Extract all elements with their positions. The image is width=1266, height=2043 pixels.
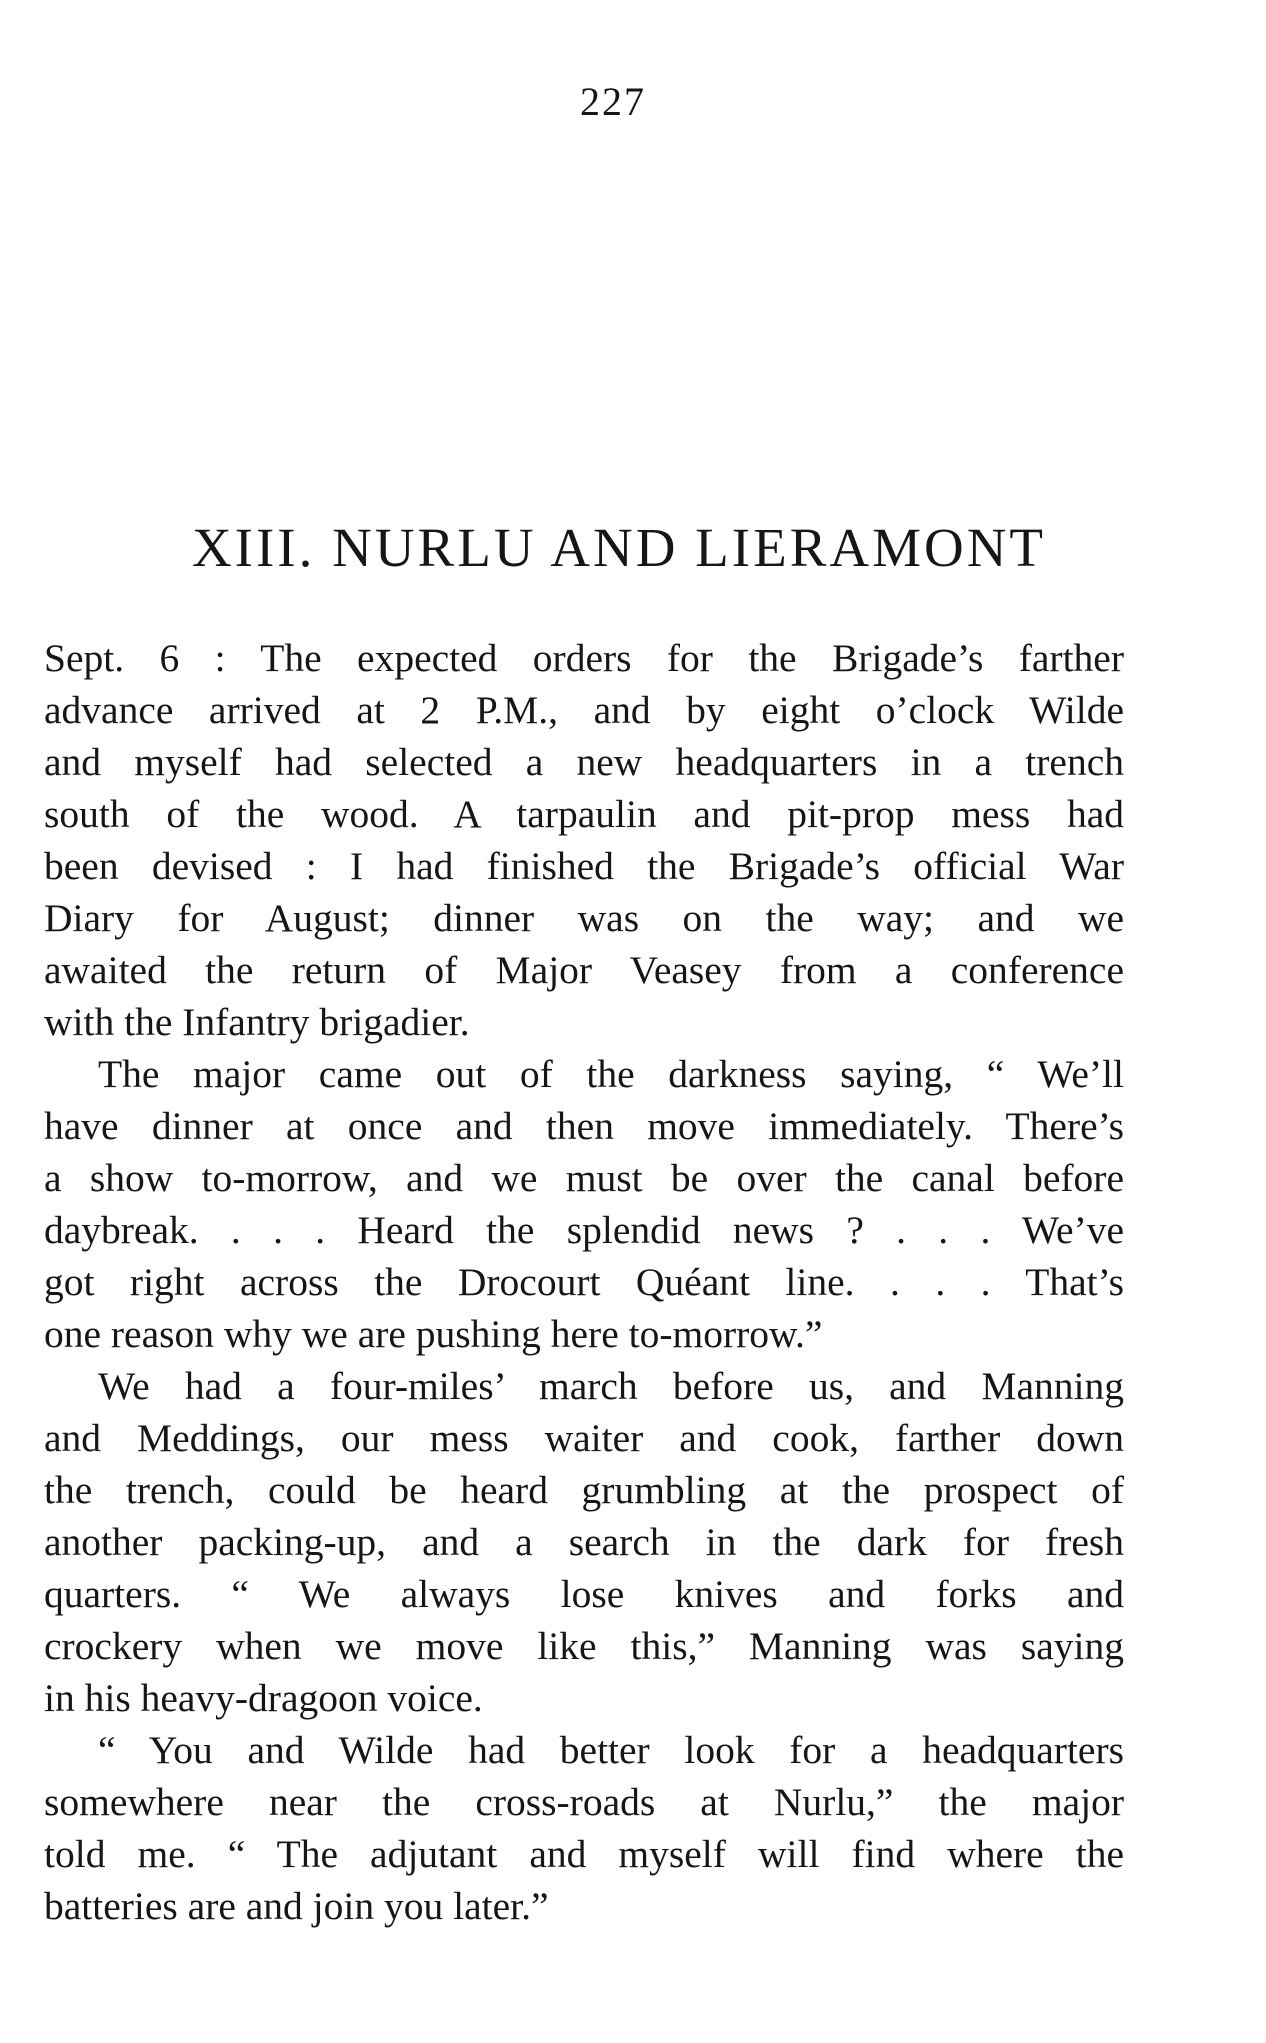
text-line: and Meddings, our mess waiter and cook, farther down (44, 1416, 1124, 1460)
text-line: awaited the return of Major Veasey from a conference (44, 948, 1124, 992)
text-line: the trench, could be heard grumbling at the prospect of (44, 1468, 1124, 1512)
text-line: somewhere near the cross-roads at Nurlu,” the major (44, 1780, 1124, 1824)
text-line: quarters. “ We always lose knives and forks and (44, 1572, 1124, 1616)
body-text (44, 632, 1124, 1932)
page-number: 227 (580, 79, 646, 124)
text-line: been devised : I had finished the Brigade’s official War (44, 844, 1124, 888)
text-line: daybreak. . . . Heard the splendid news ? . . . We’ve (44, 1208, 1124, 1252)
text-line: have dinner at once and then move immediately. There’s (44, 1104, 1124, 1148)
text-line: “ You and Wilde had better look for a headquarters (98, 1728, 1124, 1772)
text-line: Diary for August; dinner was on the way; and we (44, 896, 1124, 940)
paragraph-4 (44, 1724, 1124, 1932)
text-line: crockery when we move like this,” Manning was saying (44, 1624, 1124, 1668)
text-line: batteries are and join you later.” (44, 1884, 549, 1928)
paragraph-3 (44, 1360, 1124, 1724)
text-line: south of the wood. A tarpaulin and pit-prop mess had (44, 792, 1124, 836)
text-line: another packing-up, and a search in the dark for fresh (44, 1520, 1124, 1564)
text-line: one reason why we are pushing here to-morrow.” (44, 1312, 823, 1356)
text-line: and myself had selected a new headquarters in a trench (44, 740, 1124, 784)
text-line: got right across the Drocourt Quéant line. . . . That’s (44, 1260, 1124, 1304)
text-line: in his heavy-dragoon voice. (44, 1676, 483, 1720)
paragraph-1 (44, 632, 1124, 1048)
text-line: advance arrived at 2 P.M., and by eight o’clock Wilde (44, 688, 1124, 732)
text-line: Sept. 6 : The expected orders for the Brigade’s farther (44, 636, 1124, 680)
paragraph-2 (44, 1048, 1124, 1360)
text-line: a show to-morrow, and we must be over the canal before (44, 1156, 1124, 1200)
text-line: We had a four-miles’ march before us, and Manning (98, 1364, 1124, 1408)
text-line: told me. “ The adjutant and myself will find where the (44, 1832, 1124, 1876)
chapter-title: XIII. NURLU AND LIERAMONT (191, 517, 1047, 578)
text-line: The major came out of the darkness saying, “ We’ll (98, 1052, 1124, 1096)
text-line: with the Infantry brigadier. (44, 1000, 470, 1044)
